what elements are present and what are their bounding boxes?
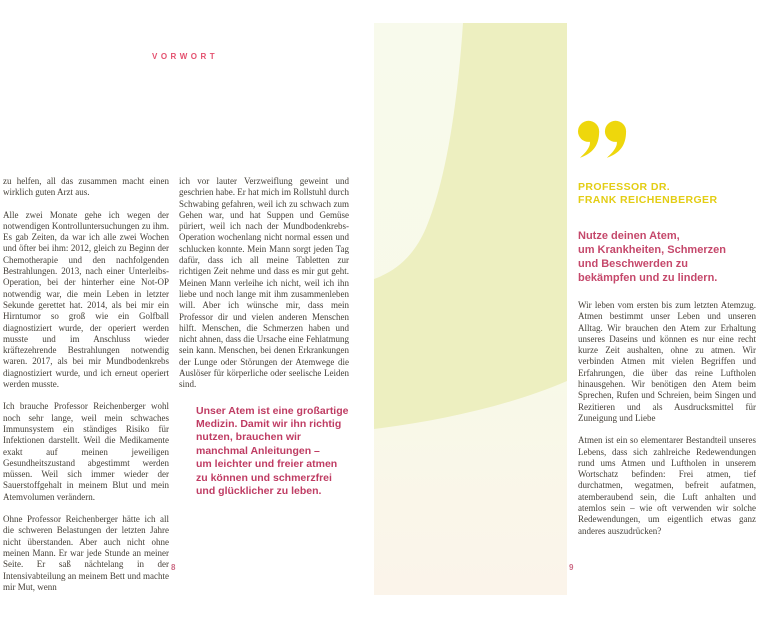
author-heading — [578, 181, 756, 206]
left-page-column-1 — [3, 176, 169, 604]
intro-line: bekämpfen und zu lindern. — [578, 272, 718, 284]
author-line: PROFESSOR DR. — [578, 181, 671, 193]
intro-line: und Beschwerden zu — [578, 258, 689, 270]
intro-line: Nutze deinen Atem, — [578, 230, 680, 242]
pull-quote-line: nutzen, brauchen wir — [196, 431, 302, 444]
running-head: VORWORT — [152, 52, 219, 61]
intro-quote — [578, 229, 756, 285]
author-line: FRANK REICHENBERGER — [578, 193, 718, 206]
pull-quote-line: manchmal Anleitungen – — [196, 444, 320, 457]
pull-quote-line: Medizin. Damit wir ihn richtig — [196, 418, 342, 431]
paragraph: Atmen ist ein so elementarer Bestandteil unseres Lebens, dass sich zahlreiche Redewendungen rund ums Atmen und Luftholen in unserem Wortschatz befinden: Frei atmen, tief durchatmen, wegatmen, befreit aufatmen, atemberaubend sein, die Luft anhalten und atemlos sein – wie oft verwenden wir solche Redewendungen, um eigentlich etwas ganz anderes auszudrücken? — [578, 435, 756, 536]
left-page-column-2 — [179, 176, 349, 498]
paragraph: ich vor lauter Verzweiflung geweint und geschrien habe. Er hat mich im Rollstuhl durch Schwabing gefahren, weil ich zu schwach zum Gehen war, und hat Suppen und Gemüse püriert, weil ich nach der Mundbodenkrebs-Operation wochenlang nicht normal essen und schlucken konnte. Mein Mann sorgt jeden Tag dafür, dass ich all meine Tabletten zur richtigen Zeit nehme und dass es mir gut geht. Meinen Mann verleihe ich nicht, weil ich ihn liebe und noch lange mit ihm zusammenleben will. Aber ich wünsche mir, dass mein Professor dir und vielen anderen Menschen hilft. Menschen, die Schmerzen haben und nicht ahnen, dass die Ursache eine Fehlatmung sein kann. Menschen, bei denen Erkrankungen der Lunge oder Störungen der Atemwege die Auslöser für körperliche oder seelische Leiden sind. — [179, 176, 349, 390]
pull-quote-line: um leichter und freier atmen — [196, 458, 338, 471]
paragraph: zu helfen, all das zusammen macht einen wirklich guten Arzt aus. — [3, 176, 169, 198]
page-number-right: 9 — [569, 563, 574, 572]
paragraph: Wir leben vom ersten bis zum letzten Atemzug. Atmen bestimmt unser Leben und unseren Alltag. Wir brauchen den Atem zur Erhaltung unseres Daseins und können es nur eine recht kurze Zeit aushalten, ohne zu atmen. Wir verbinden Atmen mit vielen Begriffen und Erfahrungen, die über das reine Luftholen hinausgehen. Wir benötigen den Atem beim Sprechen, Rufen und Schreien, beim Singen und Rezitieren und als Ausdrucksmittel für Zuneigung und Liebe — [578, 300, 756, 423]
pull-quote-line: zu können und schmerzfrei — [196, 471, 332, 484]
closing-quote-icon — [578, 120, 628, 160]
paragraph: Alle zwei Monate gehe ich wegen der notwendigen Kontrolluntersuchungen zu ihm. Es gab Zeiten, da war ich alle zwei Wochen und öfter bei ihm: 2012, gleich zu Beginn der Chemotherapie und den nachfolgenden Bestrahlungen. 2013, nach einer Unterleibs-Operation, bei der hinterher eine Not-OP notwendig war, die mein Leben in letzter Sekunde gerettet hat. 2014, als bei mir ein Hirntumor so groß wie ein Golfball diagnostiziert wurde, der operiert werden musste und im Anschluss wieder kräftezehrende Bestrahlungen notwendig waren. 2017, als bei mir Mundbodenkrebs diagnostiziert wurde, und ich erneut operiert werden musste. — [3, 209, 169, 390]
pull-quote-line: und glücklicher zu leben. — [196, 485, 322, 498]
pull-quote-line: Unser Atem ist eine großartige — [196, 404, 349, 417]
paragraph: Ohne Professor Reichenberger hätte ich all die schweren Belastungen der letzten Jahre nicht überstanden. Aber auch nicht ohne meinen Mann. Er war jede Stunde an meiner Seite. Er saß nächtelang in der Intensivabteilung an meinem Bett und machte mir Mut, wenn — [3, 514, 169, 592]
paragraph: Ich brauche Professor Reichenberger wohl noch sehr lange, weil mein schwaches Immunsystem ein ständiges Risiko für Infektionen darstellt. Weil die Medikamente exakt auf meinen jeweiligen Gesundheitszustand abgestimmt werden müssen. Weil sich immer wieder der Sauerstoffgehalt in meinem Blut und mein Atemvolumen verändern. — [3, 401, 169, 502]
right-page-content — [578, 120, 756, 548]
swoosh-shape — [374, 23, 567, 595]
right-page-body — [578, 300, 756, 537]
pull-quote — [196, 405, 349, 499]
page-number-left: 8 — [171, 563, 176, 572]
decorative-band — [374, 23, 567, 595]
intro-line: um Krankheiten, Schmerzen — [578, 244, 726, 256]
